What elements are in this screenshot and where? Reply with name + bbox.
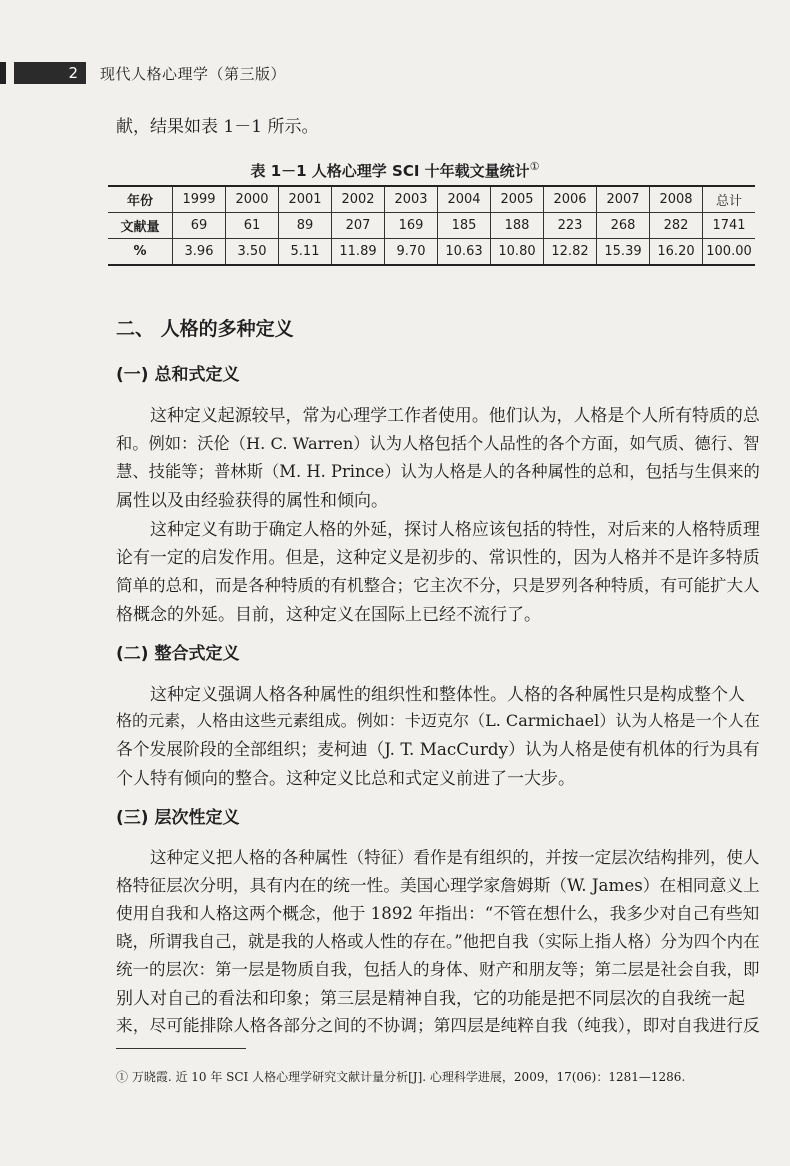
year-cell: 2000	[226, 186, 279, 213]
year-cell: 2002	[332, 186, 385, 213]
table-cell: 16.20	[650, 239, 703, 266]
table-cell: 3.96	[173, 239, 226, 266]
section-title: 二、 人格的多种定义	[116, 318, 294, 340]
paragraph-line: 别人对自己的看法和印象；第三层是精神自我，它的功能是把不同层次的自我统一起	[116, 989, 745, 1009]
subsection-title: (三) 层次性定义	[116, 808, 240, 828]
table-cell: 185	[438, 213, 491, 239]
paragraph-line: 个人特有倾向的整合。这种定义比总和式定义前进了一大步。	[116, 769, 575, 789]
table-cell: 61	[226, 213, 279, 239]
table-cell: 268	[597, 213, 650, 239]
paragraph-line: 和。例如：沃伦（H. C. Warren）认为人格包括个人品性的各个方面，如气质、德行、智	[116, 434, 760, 453]
table-row	[108, 213, 755, 239]
paragraph-line: 这种定义有助于确定人格的外延，探讨人格应该包括的特性，对后来的人格特质理	[150, 519, 760, 539]
table-cell: 5.11	[279, 239, 332, 266]
table-cell: 223	[544, 213, 597, 239]
book-title: 现代人格心理学（第三版）	[100, 65, 287, 83]
paragraph-line: 论有一定的启发作用。但是，这种定义是初步的、常识性的，因为人格并不是许多特质	[116, 547, 760, 567]
year-cell: 2008	[650, 186, 703, 213]
table-cell: 69	[173, 213, 226, 239]
paragraph-line: 晓，所谓我自己，就是我的人格或人性的存在。”他把自我（实际上指人格）分为四个内在	[116, 932, 760, 951]
paragraph-line: 属性以及由经验获得的属性和倾向。	[116, 491, 388, 511]
row-label: 文献量	[108, 213, 173, 239]
table-cell: 10.63	[438, 239, 491, 266]
table-cell: 9.70	[385, 239, 438, 266]
paragraph-line: 使用自我和人格这两个概念，他于 1892 年指出：“不管在想什么，我多少对自己有些知	[116, 904, 760, 923]
paragraph-line: 这种定义把人格的各种属性（特征）看作是有组织的，并按一定层次结构排列，使人	[150, 848, 760, 867]
table-cell: 169	[385, 213, 438, 239]
table-header-row	[108, 186, 755, 213]
year-cell: 2001	[279, 186, 332, 213]
paragraph-line: 格的元素，人格由这些元素组成。例如：卡迈克尔（L. Carmichael）认为人格是一个人在	[116, 711, 760, 730]
table-cell: 89	[279, 213, 332, 239]
paragraph-line: 慧、技能等；普林斯（M. H. Prince）认为人格是人的各种属性的总和，包括与生俱来的	[116, 462, 760, 481]
subsection-title: (一) 总和式定义	[116, 365, 240, 385]
paragraph-line: 来，尽可能排除人格各部分之间的不协调；第四层是纯粹自我（纯我），即对自我进行反	[116, 1015, 760, 1035]
header-bar	[0, 62, 6, 84]
row-label: %	[108, 239, 173, 266]
table-row	[108, 239, 755, 266]
statistics-table	[108, 185, 755, 266]
year-cell: 1999	[173, 186, 226, 213]
intro-line: 献，结果如表 1－1 所示。	[116, 117, 319, 137]
year-cell: 2004	[438, 186, 491, 213]
running-header	[0, 62, 600, 84]
paragraph-line: 简单的总和，而是各种特质的有机整合；它主次不分，只是罗列各种特质，有可能扩大人	[116, 576, 760, 595]
footnote: ① 万晓霞. 近 10 年 SCI 人格心理学研究文献计量分析[J]. 心理科学进展，2009，17(06)：1281—1286.	[116, 1070, 686, 1084]
table-caption-text: 表 1－1 人格心理学 SCI 十年载文量统计	[250, 162, 530, 180]
table-caption	[0, 160, 790, 181]
table-footnote-marker: ①	[529, 160, 540, 173]
subsection-title: (二) 整合式定义	[116, 644, 240, 664]
table-cell: 188	[491, 213, 544, 239]
table-cell: 3.50	[226, 239, 279, 266]
table-cell: 15.39	[597, 239, 650, 266]
table-cell: 282	[650, 213, 703, 239]
year-cell: 2003	[385, 186, 438, 213]
footnote-rule	[116, 1048, 246, 1049]
paragraph-line: 这种定义起源较早，常为心理学工作者使用。他们认为，人格是个人所有特质的总	[150, 405, 760, 425]
page-number: 2	[68, 64, 78, 82]
paragraph-line: 这种定义强调人格各种属性的组织性和整体性。人格的各种属性只是构成整个人	[150, 685, 745, 705]
table-cell: 10.80	[491, 239, 544, 266]
year-cell: 2006	[544, 186, 597, 213]
total-header-cell: 总计	[703, 186, 756, 213]
page-number-box	[14, 62, 86, 84]
table-cell: 207	[332, 213, 385, 239]
paragraph-line: 格概念的外延。目前，这种定义在国际上已经不流行了。	[116, 605, 541, 625]
table-header-label: 年份	[108, 186, 173, 213]
table-cell: 12.82	[544, 239, 597, 266]
paragraph-line: 格特征层次分明，具有内在的统一性。美国心理学家詹姆斯（W. James）在相同意义上	[116, 875, 760, 895]
paragraph-line: 各个发展阶段的全部组织；麦柯迪（J. T. MacCurdy）认为人格是使有机体的行为具有	[116, 739, 760, 759]
table-cell: 100.00	[703, 239, 756, 266]
year-cell: 2005	[491, 186, 544, 213]
paragraph-line: 统一的层次：第一层是物质自我，包括人的身体、财产和朋友等；第二层是社会自我，即	[116, 960, 760, 979]
table-cell: 1741	[703, 213, 756, 239]
table-cell: 11.89	[332, 239, 385, 266]
year-cell: 2007	[597, 186, 650, 213]
